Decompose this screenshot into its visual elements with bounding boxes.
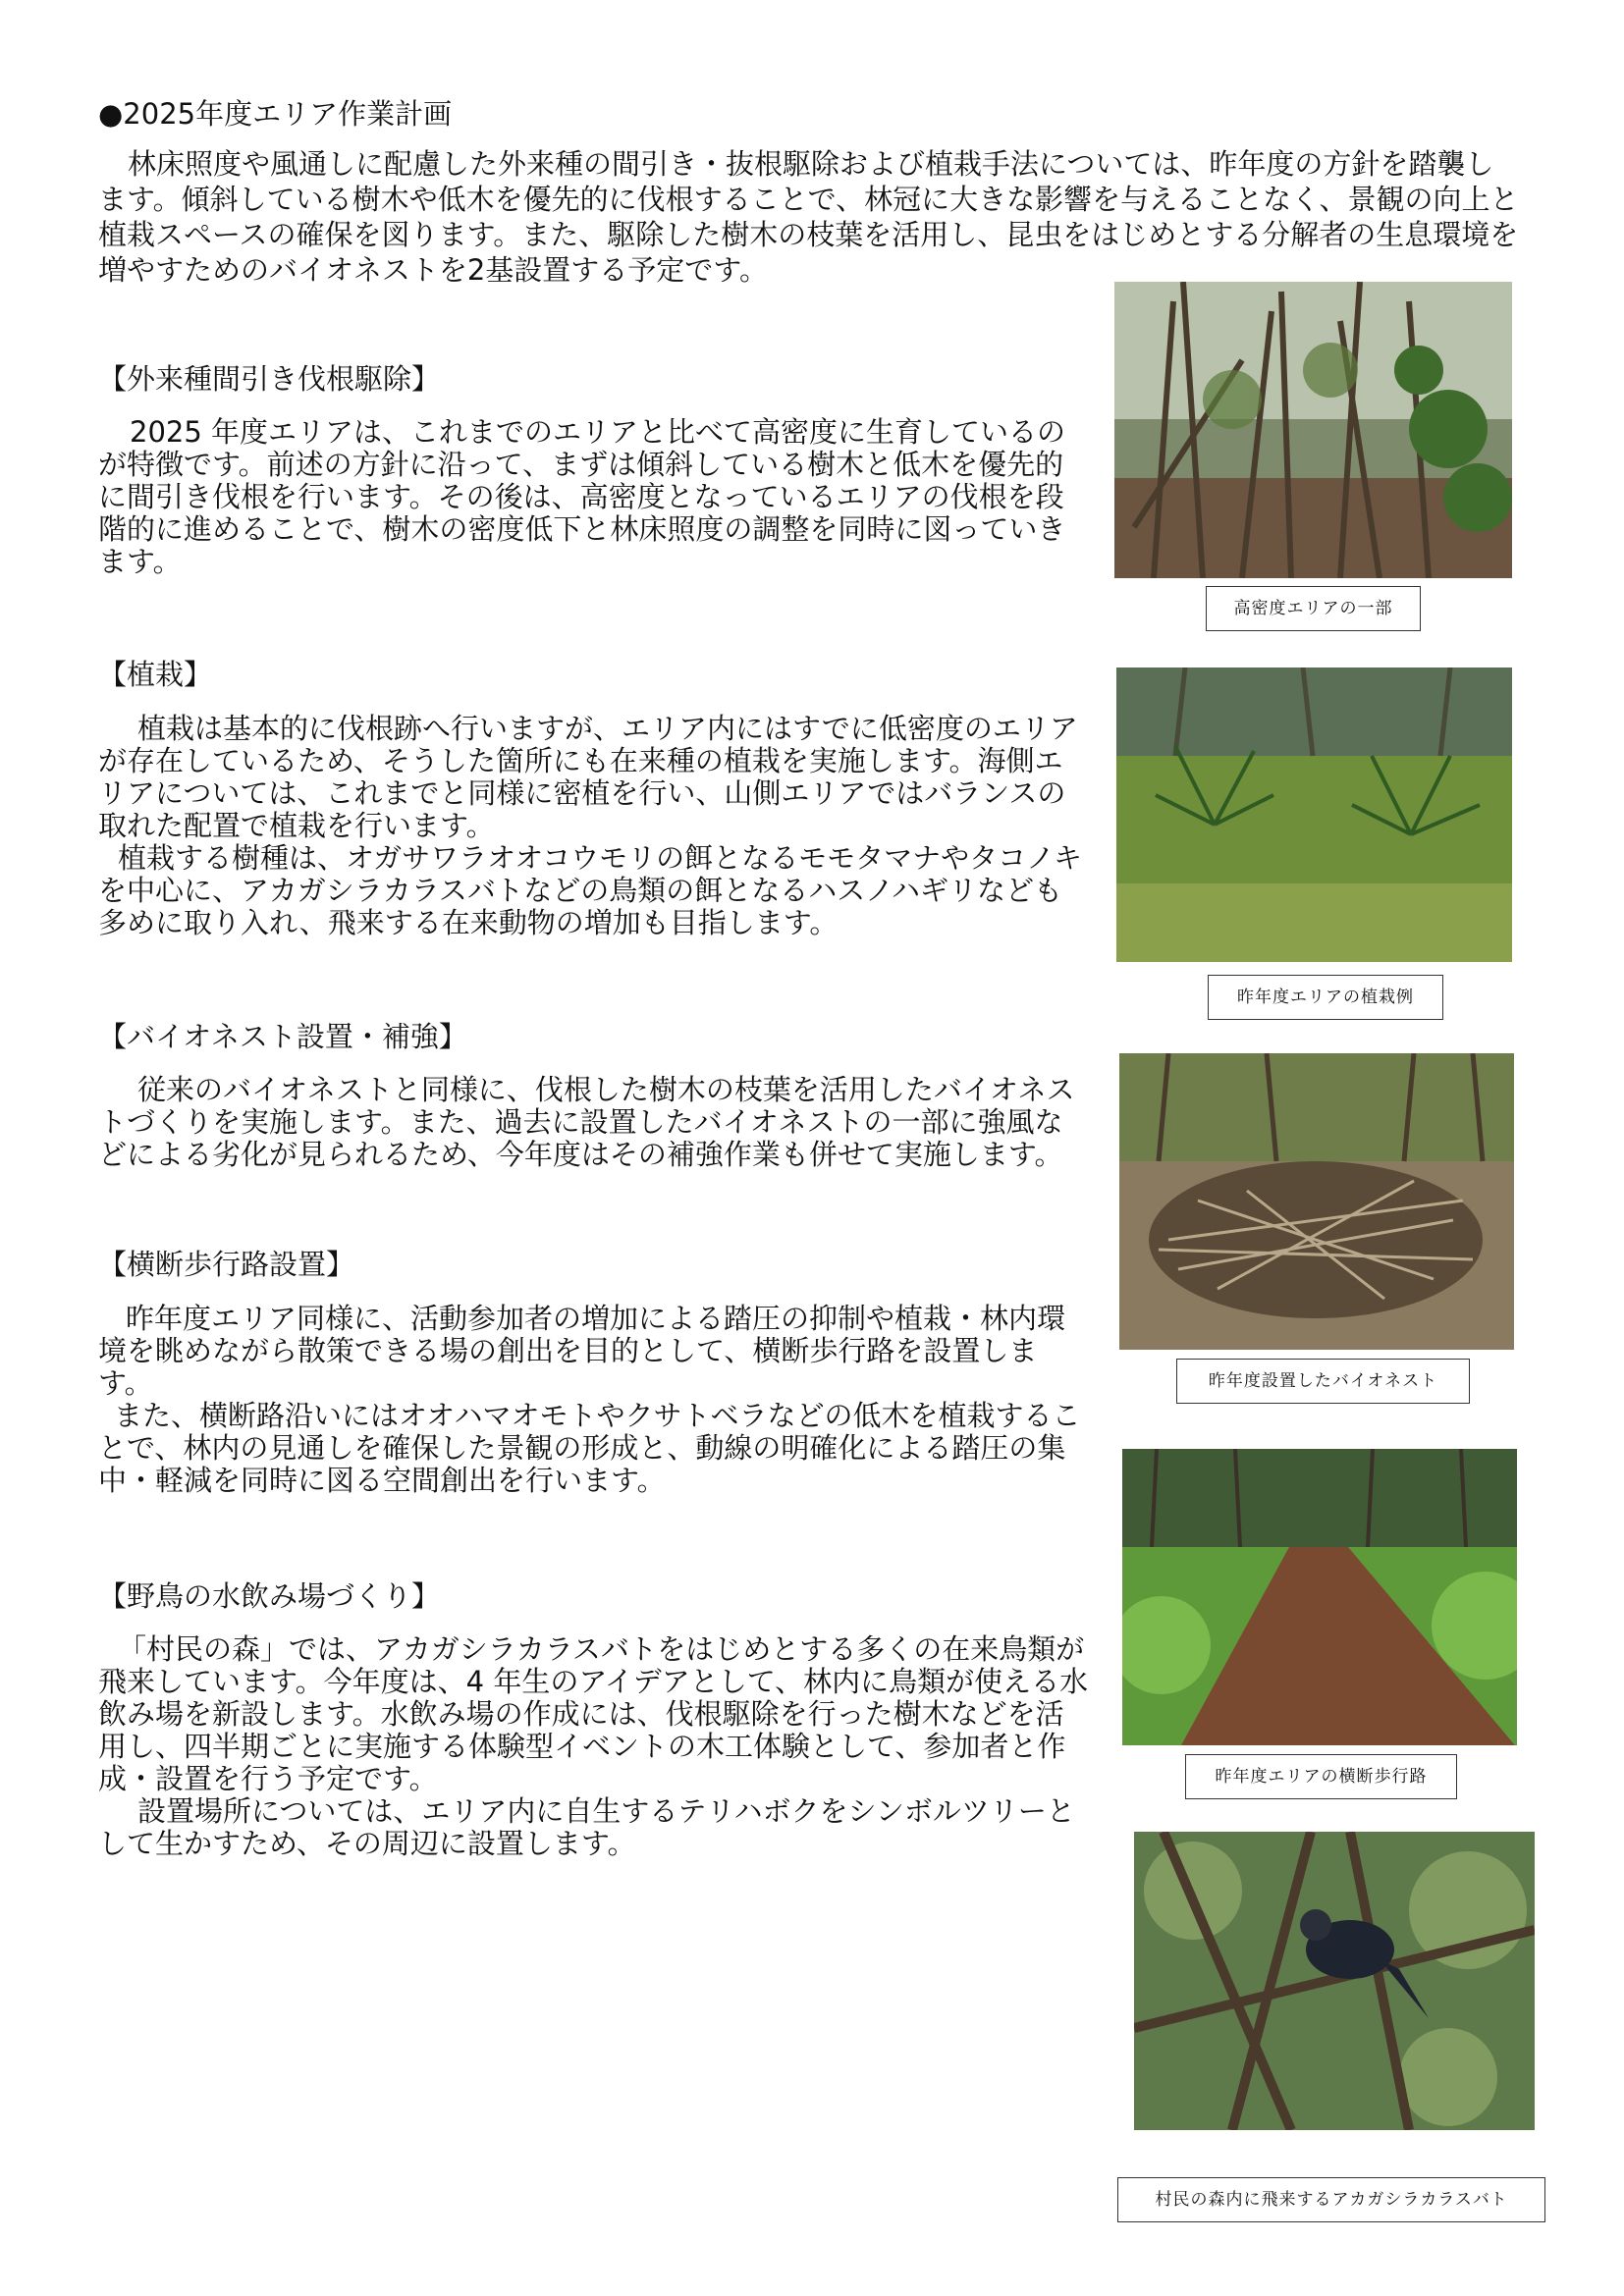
section-body-planting	[98, 713, 1090, 939]
section-heading-water: 【野鳥の水飲み場づくり】	[98, 1579, 441, 1613]
photo-caption: 昨年度エリアの横断歩行路	[1185, 1754, 1457, 1799]
section-heading-removal: 【外来種間引き伐根駆除】	[98, 362, 441, 396]
paragraph: 設置場所については、エリア内に自生するテリハボクをシンボルツリーとして生かすため、その周辺に設置します。	[98, 1794, 1075, 1860]
section-body-removal	[98, 416, 1090, 578]
section-body-water	[98, 1633, 1090, 1860]
photo-caption: 昨年度エリアの植栽例	[1208, 975, 1443, 1020]
planting-example-photo	[1116, 667, 1512, 962]
dense-forest-photo	[1114, 282, 1512, 578]
walking-path-photo	[1122, 1449, 1517, 1745]
bionest-photo	[1119, 1053, 1514, 1350]
section-heading-planting: 【植栽】	[98, 658, 213, 691]
paragraph: 「村民の森」では、アカガシラカラスバトをはじめとする多くの在来鳥類が飛来しています。今年度は、4 年生のアイデアとして、林内に鳥類が使える水飲み場を新設します。水飲み場の作成には、伐根駆除を行った樹木などを活用し、四半期ごとに実施する体験型イベントの木工体験として、参加者と作成・設置を行う予定です。	[98, 1632, 1089, 1795]
paragraph: 植栽する樹種は、オガサワラオオコウモリの餌となるモモタマナやタコノキを中心に、アカガシラカラスバトなどの鳥類の餌となるハスノハギリなども多めに取り入れ、飛来する在来動物の増加も目指します。	[98, 841, 1082, 939]
paragraph: 2025 年度エリアは、これまでのエリアと比べて高密度に生育しているのが特徴です。前述の方針に沿って、まずは傾斜している樹木と低木を優先的に間引き伐根を行います。その後は、高密度となっているエリアの伐根を段階的に進めることで、樹木の密度低下と林床照度の調整を同時に図っていきます。	[98, 415, 1066, 578]
pigeon-photo	[1134, 1832, 1535, 2130]
photo-caption: 昨年度設置したバイオネスト	[1176, 1359, 1470, 1404]
paragraph: また、横断路沿いにはオオハマオモトやクサトベラなどの低木を植栽することで、林内の見通しを確保した景観の形成と、動線の明確化による踏圧の集中・軽減を同時に図る空間創出を行います。	[98, 1399, 1081, 1497]
section-body-bionest	[98, 1074, 1090, 1171]
photo-caption: 高密度エリアの一部	[1206, 586, 1421, 631]
intro-paragraph: 林床照度や風通しに配慮した外来種の間引き・抜根駆除および植栽手法については、昨年度の方針を踏襲します。傾斜している樹木や低木を優先的に伐根することで、林冠に大きな影響を与えることなく、景観の向上と植栽スペースの確保を図ります。また、駆除した樹木の枝葉を活用し、昆虫をはじめとする分解者の生息環境を増やすためのバイオネストを2基設置する予定です。	[98, 147, 1519, 287]
paragraph: 植栽は基本的に伐根跡へ行いますが、エリア内にはすでに低密度のエリアが存在しているため、そうした箇所にも在来種の植栽を実施します。海側エリアについては、これまでと同様に密植を行い、山側エリアではバランスの取れた配置で植栽を行います。	[98, 712, 1078, 842]
section-heading-bionest: 【バイオネスト設置・補強】	[98, 1020, 467, 1053]
section-body-walkway	[98, 1303, 1090, 1497]
paragraph: 従来のバイオネストと同様に、伐根した樹木の枝葉を活用したバイオネストづくりを実施します。また、過去に設置したバイオネストの一部に強風などによる劣化が見られるため、今年度はその補強作業も併せて実施します。	[98, 1073, 1075, 1171]
page-title: ●2025年度エリア作業計画	[98, 97, 453, 131]
photo-caption: 村民の森内に飛来するアカガシラカラスバト	[1117, 2177, 1545, 2222]
paragraph: 昨年度エリア同様に、活動参加者の増加による踏圧の抑制や植栽・林内環境を眺めながら散策できる場の創出を目的として、横断歩行路を設置します。	[98, 1302, 1066, 1400]
section-heading-walkway: 【横断歩行路設置】	[98, 1248, 355, 1281]
